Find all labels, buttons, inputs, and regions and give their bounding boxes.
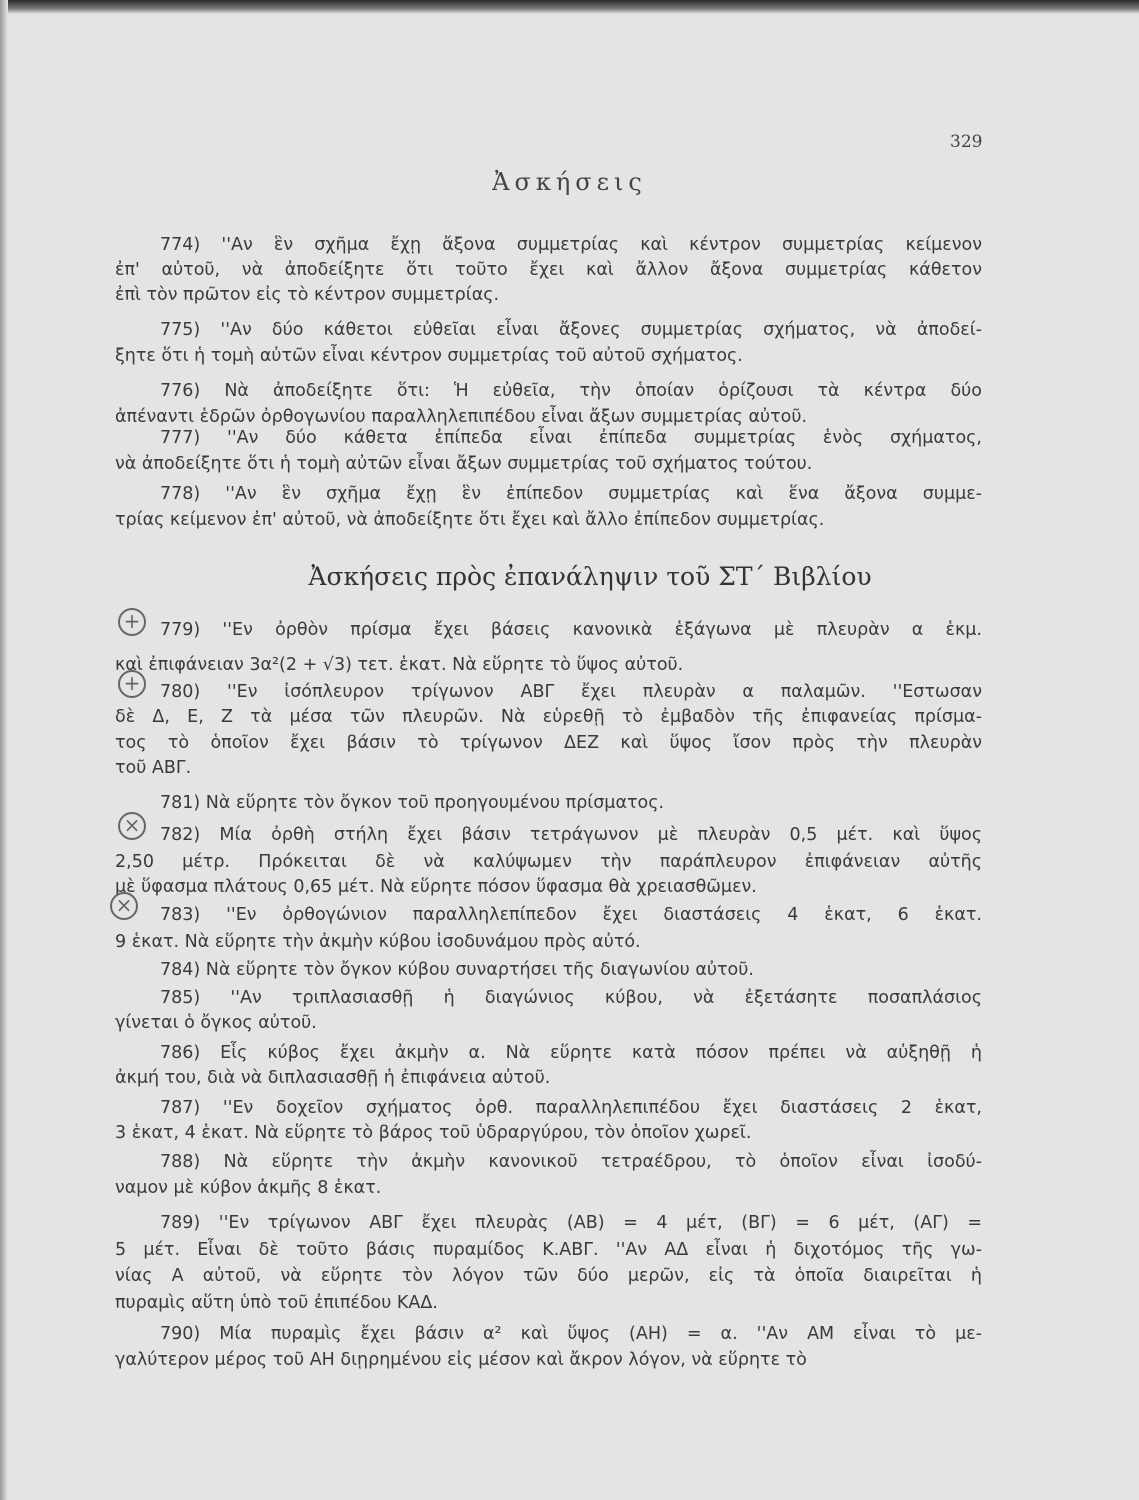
- exercise-line: μὲ ὕφασμα πλάτους 0,65 μέτ. Νὰ εὕρητε πόσον ὕφασμα θὰ χρειασθῶμεν.: [115, 877, 757, 897]
- exercise-line-first: 789) ''Εν τρίγωνον ΑΒΓ ἔχει πλευρὰς (ΑΒ) = 4 μέτ, (ΒΓ) = 6 μέτ, (ΑΓ) =: [160, 1213, 982, 1233]
- scan-left-edge: [0, 0, 8, 1500]
- handwritten-plus-mark-icon: +: [118, 608, 146, 636]
- exercise-line: 5 μέτ. Εἶναι δὲ τοῦτο βάσις πυραμίδος Κ.ΑΒΓ. ''Αν ΑΔ εἶναι ἡ διχοτόμος τῆς γω-: [115, 1240, 982, 1260]
- exercise-line: ναμον μὲ κύβον ἀκμῆς 8 ἑκατ.: [115, 1178, 382, 1198]
- exercise-line: ἐπ' αὐτοῦ, νὰ ἀποδείξητε ὅτι τοῦτο ἔχει καὶ ἄλλον ἄξονα συμμετρίας κάθετον: [115, 260, 982, 280]
- exercise-line: δὲ Δ, Ε, Ζ τὰ μέσα τῶν πλευρῶν. Νὰ εὑρεθῇ τὸ ἐμβαδὸν τῆς ἐπιφανείας πρίσμα-: [115, 707, 982, 727]
- exercise-line: τος τὸ ὁποῖον ἔχει βάσιν τὸ τρίγωνον ΔΕΖ καὶ ὕψος ἴσον πρὸς τὴν πλευρὰν: [115, 733, 982, 753]
- exercise-line-first: 784) Νὰ εὕρητε τὸν ὄγκον κύβου συναρτήσει τῆς διαγωνίου αὐτοῦ.: [160, 960, 754, 980]
- exercise-line: ἀκμή του, διὰ νὰ διπλασιασθῇ ἡ ἐπιφάνεια αὐτοῦ.: [115, 1068, 551, 1088]
- scan-top-edge: [0, 0, 1139, 14]
- exercise-line-first: 781) Νὰ εὕρητε τὸν ὄγκον τοῦ προηγουμένου πρίσματος.: [160, 793, 665, 813]
- exercise-line: 3 ἑκατ, 4 ἑκατ. Νὰ εὕρητε τὸ βάρος τοῦ ὑδραργύρου, τὸν ὁποῖον χωρεῖ.: [115, 1123, 752, 1143]
- exercise-line-first: 786) Εἷς κύβος ἔχει ἀκμὴν α. Νὰ εὕρητε κατὰ πόσον πρέπει νὰ αὐξηθῇ ἡ: [160, 1043, 982, 1063]
- exercise-line: τρίας κείμενον ἐπ' αὐτοῦ, νὰ ἀποδείξητε ὅτι ἔχει καὶ ἄλλο ἐπίπεδον συμμετρίας.: [115, 510, 825, 530]
- page-number: 329: [950, 132, 983, 152]
- section-title-review: Ἀσκήσεις πρὸς ἐπανάληψιν τοῦ ΣΤ΄ Βιβλίου: [308, 562, 872, 591]
- exercise-line: γαλύτερον μέρος τοῦ ΑΗ διῃρημένου εἰς μέσον καὶ ἄκρον λόγον, νὰ εὕρητε τὸ: [115, 1350, 807, 1370]
- exercise-line: 2,50 μέτρ. Πρόκειται δὲ νὰ καλύψωμεν τὴν παράπλευρον ἐπιφάνειαν αὐτῆς: [115, 852, 982, 872]
- exercise-line: πυραμὶς αὕτη ὑπὸ τοῦ ἐπιπέδου ΚΑΔ.: [115, 1293, 438, 1313]
- exercise-line-first: 788) Νὰ εὕρητε τὴν ἀκμὴν κανονικοῦ τετραέδρου, τὸ ὁποῖον εἶναι ἰσοδύ-: [160, 1152, 982, 1172]
- exercise-line: νὰ ἀποδείξητε ὅτι ἡ τομὴ αὐτῶν εἶναι ἄξων συμμετρίας τοῦ σχήματος τούτου.: [115, 454, 813, 474]
- exercise-line: τοῦ ΑΒΓ.: [115, 758, 192, 778]
- exercise-line-first: 778) ''Αν ἓν σχῆμα ἔχῃ ἓν ἐπίπεδον συμμετρίας καὶ ἕνα ἄξονα συμμε-: [160, 484, 982, 504]
- exercise-line-first: 785) ''Αν τριπλασιασθῇ ἡ διαγώνιος κύβου, νὰ ἐξετάσητε ποσαπλάσιος: [160, 988, 982, 1008]
- exercise-line-first: 783) ''Εν ὀρθογώνιον παραλληλεπίπεδον ἔχει διαστάσεις 4 ἑκατ, 6 ἑκατ.: [160, 905, 982, 925]
- exercise-line: ἐπὶ τὸν πρῶτον εἰς τὸ κέντρον συμμετρίας.: [115, 285, 500, 305]
- exercise-line-first: 779) ''Εν ὀρθὸν πρίσμα ἔχει βάσεις κανονικὰ ἑξάγωνα μὲ πλευρὰν α ἑκμ.: [160, 620, 982, 640]
- exercise-line-first: 774) ''Αν ἓν σχῆμα ἔχῃ ἄξονα συμμετρίας καὶ κέντρον συμμετρίας κείμενον: [160, 235, 982, 255]
- exercise-line: ἀπέναντι ἑδρῶν ὀρθογωνίου παραλληλεπιπέδου εἶναι ἄξων συμμετρίας αὐτοῦ.: [115, 407, 808, 427]
- exercise-line: 9 ἑκατ. Νὰ εὕρητε τὴν ἀκμὴν κύβου ἰσοδυνάμου πρὸς αὐτό.: [115, 932, 641, 952]
- exercise-line-first: 787) ''Εν δοχεῖον σχήματος ὀρθ. παραλληλεπιπέδου ἔχει διαστάσεις 2 ἑκατ,: [160, 1098, 982, 1118]
- exercise-line: νίας Α αὐτοῦ, νὰ εὕρητε τὸν λόγον τῶν δύο μερῶν, εἰς τὰ ὁποῖα διαιρεῖται ἡ: [115, 1266, 982, 1286]
- exercise-line: καὶ ἐπιφάνειαν 3α²(2 + √3) τετ. ἑκατ. Νὰ εὕρητε τὸ ὕψος αὐτοῦ.: [115, 655, 684, 675]
- exercise-line-first: 782) Μία ὀρθὴ στήλη ἔχει βάσιν τετράγωνον μὲ πλευρὰν 0,5 μέτ. καὶ ὕψος: [160, 825, 982, 845]
- handwritten-x-mark-icon: ×: [118, 812, 146, 840]
- exercise-line-first: 790) Μία πυραμὶς ἔχει βάσιν α² καὶ ὕψος (ΑΗ) = α. ''Αν ΑΜ εἶναι τὸ με-: [160, 1324, 982, 1344]
- exercise-line-first: 775) ''Αν δύο κάθετοι εὐθεῖαι εἶναι ἄξονες συμμετρίας σχήματος, νὰ ἀποδεί-: [160, 320, 982, 340]
- exercise-line-first: 777) ''Αν δύο κάθετα ἐπίπεδα εἶναι ἐπίπεδα συμμετρίας ἑνὸς σχήματος,: [160, 428, 982, 448]
- section-title: Ἀσκήσεις: [492, 168, 647, 196]
- exercise-line-first: 776) Νὰ ἀποδείξητε ὅτι: Ἡ εὐθεῖα, τὴν ὁποίαν ὁρίζουσι τὰ κέντρα δύο: [160, 381, 982, 401]
- exercise-line-first: 780) ''Εν ἰσόπλευρον τρίγωνον ΑΒΓ ἔχει πλευρὰν α παλαμῶν. ''Εστωσαν: [160, 682, 982, 702]
- handwritten-plus-mark-icon: +: [118, 670, 146, 698]
- handwritten-x-mark-icon: ×: [110, 892, 138, 920]
- exercise-line: γίνεται ὁ ὄγκος αὐτοῦ.: [115, 1013, 317, 1033]
- exercise-line: ξητε ὅτι ἡ τομὴ αὐτῶν εἶναι κέντρον συμμετρίας τοῦ αὐτοῦ σχήματος.: [115, 346, 743, 366]
